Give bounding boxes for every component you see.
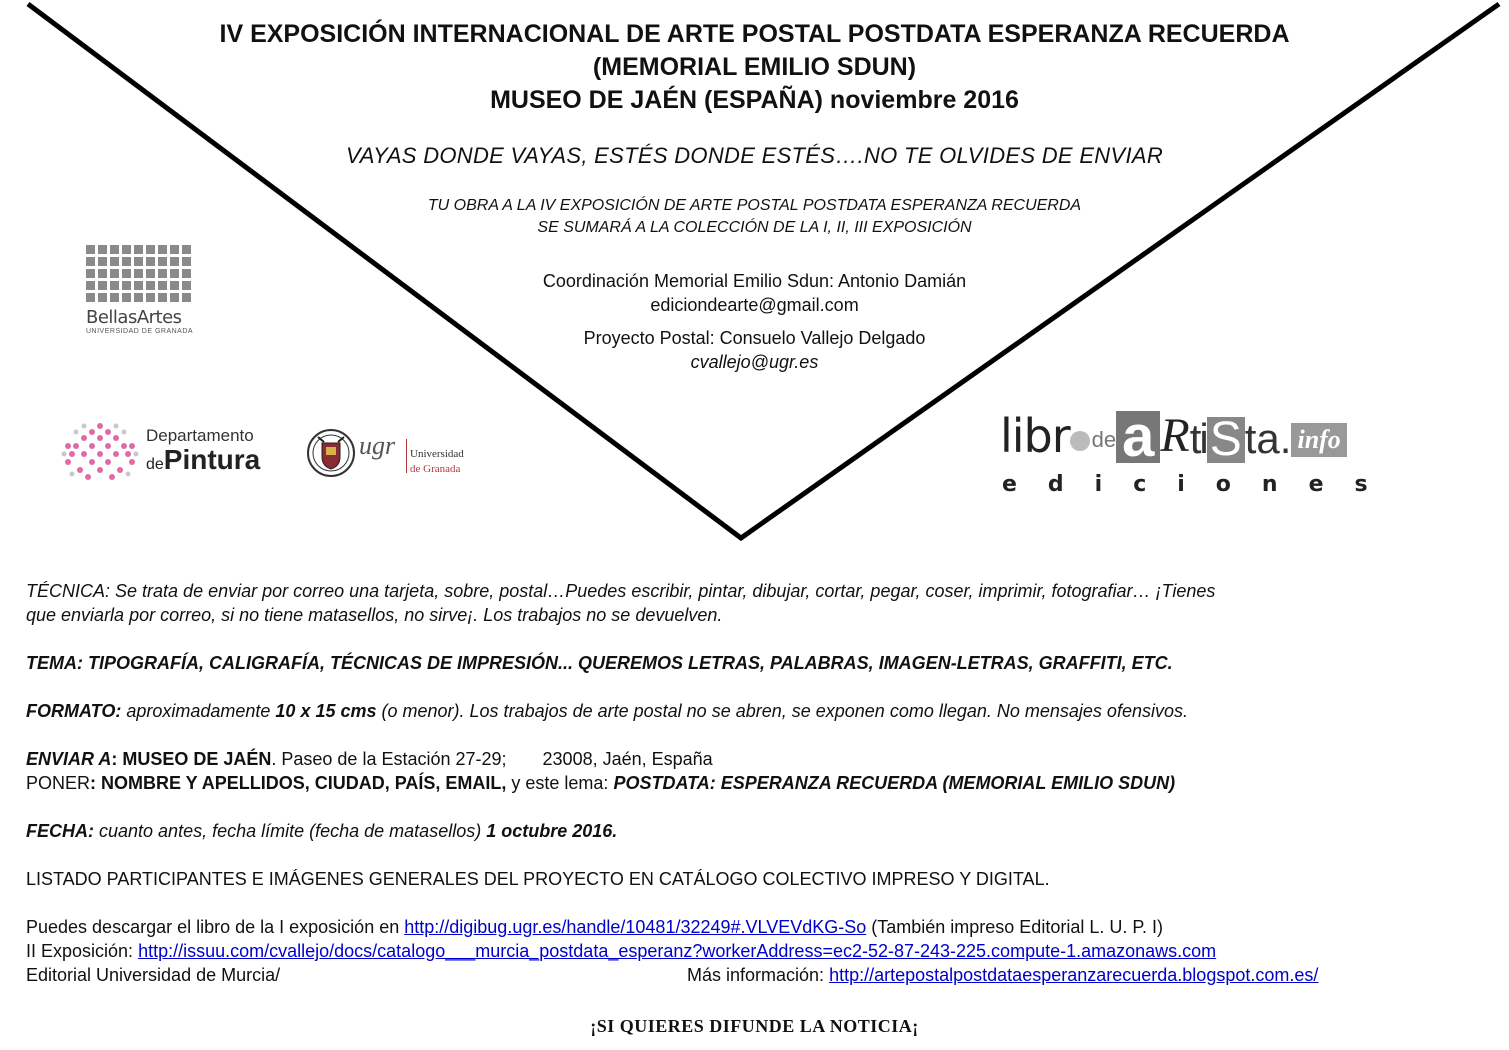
libro-part-ti: ti bbox=[1189, 415, 1207, 462]
libro-de-artista-logo bbox=[1000, 404, 1455, 503]
editorial-row bbox=[26, 963, 1496, 987]
fecha-text: cuanto antes, fecha límite (fecha de matasellos) bbox=[94, 821, 487, 841]
tecnica-text-2: que enviarla por correo, si no tiene matasellos, no sirve¡. Los trabajos no se devuelven. bbox=[26, 605, 723, 625]
de-label: de bbox=[146, 456, 164, 473]
tema-paragraph: TEMA: TIPOGRAFÍA, CALIGRAFÍA, TÉCNICAS DE IMPRESIÓN... QUEREMOS LETRAS, PALABRAS, IMAGEN-LETRAS, GRAFFITI, ETC. bbox=[26, 653, 1173, 673]
bellas-artes-subtitle: UNIVERSIDAD DE GRANADA bbox=[86, 328, 194, 335]
collection-note bbox=[0, 195, 1509, 239]
universidad-label: Universidad bbox=[410, 448, 464, 460]
exhibition-title bbox=[0, 18, 1509, 117]
libro-part-de: de bbox=[1091, 427, 1117, 452]
project-coordinator: Proyecto Postal: Consuelo Vallejo Delgado bbox=[583, 328, 926, 348]
formato-label: FORMATO: bbox=[26, 701, 122, 721]
fecha-date: 1 octubre 2016. bbox=[486, 821, 618, 841]
coat-of-arms-icon bbox=[306, 425, 356, 480]
dot-flower-icon bbox=[60, 420, 140, 482]
formato-size: 10 x 15 cms bbox=[275, 701, 377, 721]
poner-lema: POSTDATA: ESPERANZA RECUERDA (MEMORIAL EMILIO SDUN) bbox=[613, 773, 1176, 793]
descarga-paragraph bbox=[26, 915, 1496, 939]
ugr-wordmark: ugr bbox=[359, 431, 396, 460]
libro-part-a: a bbox=[1116, 411, 1160, 463]
call-details bbox=[26, 579, 1496, 987]
bellas-artes-grid-icon bbox=[86, 245, 206, 302]
pintura-label: Pintura bbox=[163, 444, 261, 475]
tecnica-text-1: Se trata de enviar por correo una tarjeta, sobre, postal…Puedes escribir, pintar, dibujar, cortar, pegar, coser, imprimir, fotografiar… ¡Tienes bbox=[110, 581, 1216, 601]
fecha-paragraph bbox=[26, 819, 1496, 843]
bellas-artes-logo bbox=[86, 245, 206, 350]
enviar-label: ENVIAR A bbox=[26, 749, 112, 769]
tecnica-label: TÉCNICA: bbox=[26, 581, 111, 601]
libro-part-info: info bbox=[1291, 423, 1346, 457]
listado-paragraph: LISTADO PARTICIPANTES E IMÁGENES GENERALES DEL PROYECTO EN CATÁLOGO COLECTIVO IMPRESO Y DIGITAL. bbox=[26, 869, 1050, 889]
departamento-label: Departamento bbox=[146, 426, 254, 445]
issuu-link[interactable]: http://issuu.com/cvallejo/docs/catalogo___murcia_postdata_esperanz?workerAddress=ec2-52-87-243-225.compute-1.amazonaws.com bbox=[138, 941, 1217, 961]
formato-text-c: (o menor). Los trabajos de arte postal no se abren, se exponen como llegan. No mensajes ofensivos. bbox=[376, 701, 1188, 721]
libro-part-s: S bbox=[1207, 417, 1245, 463]
slogan: VAYAS DONDE VAYAS, ESTÉS DONDE ESTÉS….NO TE OLVIDES DE ENVIAR bbox=[345, 143, 1164, 168]
coordination: Coordinación Memorial Emilio Sdun: Antonio Damián bbox=[542, 271, 967, 291]
title-line-1: IV EXPOSICIÓN INTERNACIONAL DE ARTE POSTAL POSTDATA ESPERANZA RECUERDA bbox=[219, 20, 1290, 48]
contacts bbox=[0, 269, 1509, 374]
enviar-address: . Paseo de la Estación 27-29; bbox=[271, 749, 507, 769]
formato-paragraph bbox=[26, 699, 1496, 723]
blogspot-link[interactable]: http://artepostalpostdataesperanzarecuerda.blogspot.com.es/ bbox=[829, 965, 1319, 985]
descarga-text: Puedes descargar el libro de la I exposición en bbox=[26, 917, 405, 937]
poner-text: y este lema: bbox=[506, 773, 614, 793]
enviar-postcode: 23008, Jaén, España bbox=[542, 749, 713, 769]
departamento-pintura-logo bbox=[60, 420, 300, 485]
collection-note-line-1: TU OBRA A LA IV EXPOSICIÓN DE ARTE POSTAL POSTDATA ESPERANZA RECUERDA bbox=[427, 197, 1082, 214]
title-line-3: MUSEO DE JAÉN (ESPAÑA) noviembre 2016 bbox=[490, 86, 1019, 114]
ugr-logo bbox=[306, 425, 481, 485]
libro-part-libr: libr bbox=[1000, 409, 1070, 463]
libro-part-r: R bbox=[1160, 409, 1190, 462]
descarga-after: (También impreso Editorial L. U. P. I) bbox=[866, 917, 1164, 937]
poner-paragraph bbox=[26, 771, 1496, 795]
tecnica-paragraph bbox=[26, 579, 1496, 603]
ediciones-label: ediciones bbox=[1002, 472, 1399, 497]
digibug-link[interactable]: http://digibug.ugr.es/handle/10481/32249#.VLVEVdKG-So bbox=[404, 917, 867, 937]
coordination-email[interactable]: ediciondearte@gmail.com bbox=[650, 295, 859, 315]
de-granada-label: de Granada bbox=[410, 463, 461, 475]
poner-label: PONER bbox=[26, 773, 91, 793]
footer-spread-the-news: ¡SI QUIERES DIFUNDE LA NOTICIA¡ bbox=[590, 1016, 919, 1036]
ii-exposicion-paragraph bbox=[26, 939, 1496, 963]
poner-fields: : NOMBRE Y APELLIDOS, CIUDAD, PAÍS, EMAIL, bbox=[90, 773, 507, 793]
enviar-museum: : MUSEO DE JAÉN bbox=[111, 749, 272, 769]
project-email[interactable]: cvallejo@ugr.es bbox=[690, 352, 819, 372]
ii-exposicion-text: II Exposición: bbox=[26, 941, 139, 961]
libro-part-ta: ta. bbox=[1244, 415, 1292, 462]
formato-text-a: aproximadamente bbox=[121, 701, 276, 721]
mas-info-text: Más información: bbox=[687, 965, 830, 985]
title-line-2: (MEMORIAL EMILIO SDUN) bbox=[592, 53, 917, 81]
circle-o-icon bbox=[1070, 431, 1090, 451]
collection-note-line-2: SE SUMARÁ A LA COLECCIÓN DE LA I, II, III EXPOSICIÓN bbox=[537, 219, 972, 236]
bellas-artes-name: BellasArtes bbox=[86, 307, 182, 328]
enviar-paragraph bbox=[26, 747, 1496, 771]
fecha-label: FECHA: bbox=[26, 821, 94, 841]
editorial-text: Editorial Universidad de Murcia/ bbox=[26, 965, 281, 985]
